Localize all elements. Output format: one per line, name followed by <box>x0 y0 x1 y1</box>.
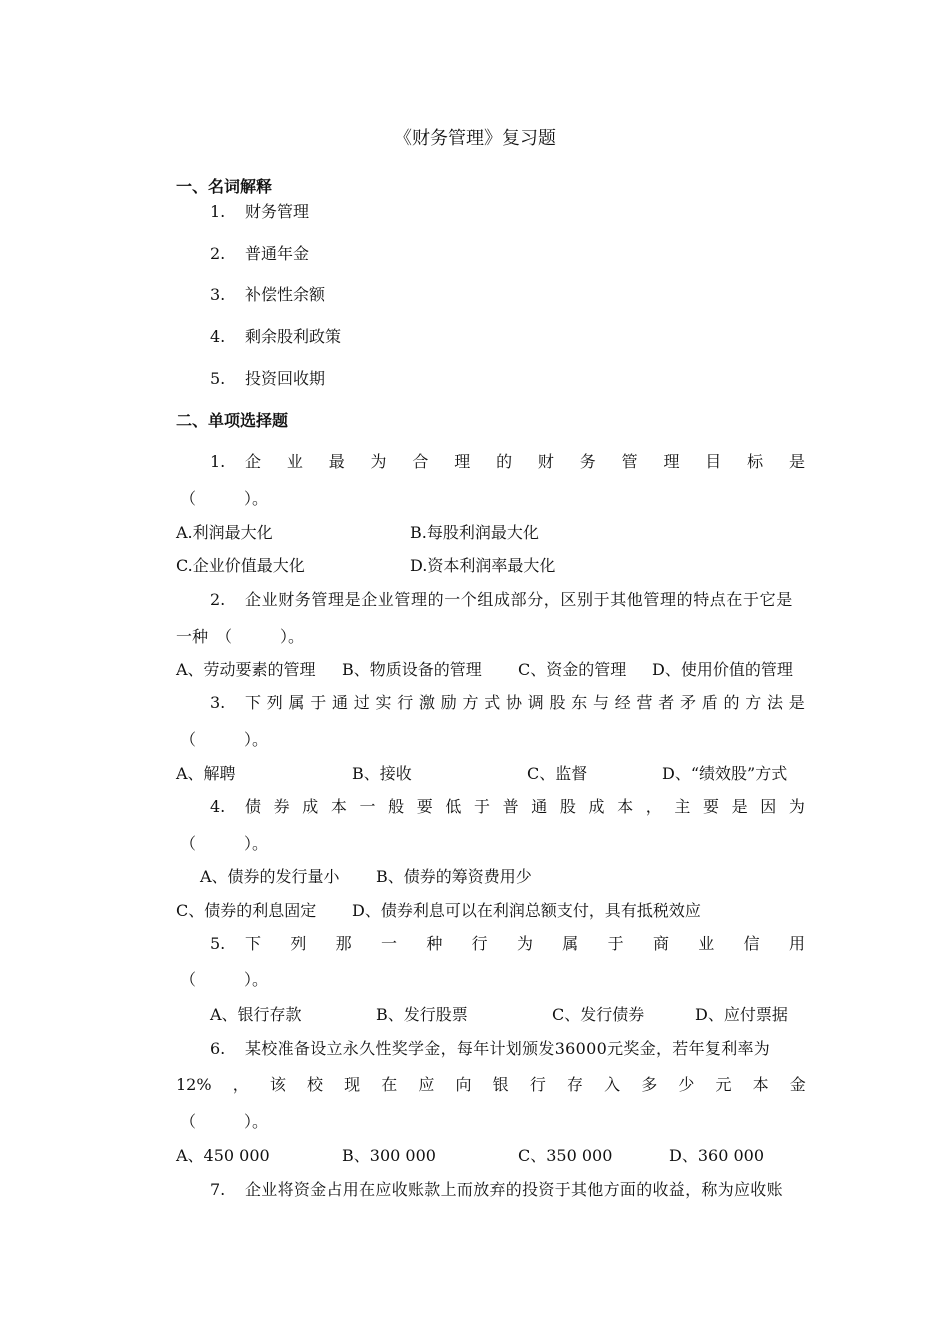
term-number: 5. <box>210 369 226 388</box>
question-char: 行 <box>471 934 488 953</box>
question-char: 业 <box>698 934 715 953</box>
question-char: 成 <box>302 797 319 816</box>
question-char: 入 <box>604 1075 621 1094</box>
question-char: 列 <box>290 934 307 953</box>
question-char: 是 <box>788 693 805 712</box>
question-char: 的 <box>723 693 740 712</box>
question-char: 商 <box>652 934 669 953</box>
question-char: 是 <box>788 452 805 471</box>
question-char: 金 <box>789 1075 806 1094</box>
question-char: 的 <box>496 452 513 471</box>
question-char: 业 <box>286 452 303 471</box>
question-char: 盾 <box>701 693 718 712</box>
question-text <box>245 934 805 954</box>
option-d: D、“绩效股”方式 <box>662 764 788 783</box>
question-char: 券 <box>273 797 290 816</box>
term-number: 1. <box>210 202 226 221</box>
question-text <box>245 797 805 817</box>
option-a: A、劳动要素的管理 <box>176 660 316 679</box>
question-char: 般 <box>388 797 405 816</box>
question-char: 要 <box>416 797 433 816</box>
question-char: 务 <box>579 452 596 471</box>
question-char: 者 <box>658 693 675 712</box>
question-char: 向 <box>455 1075 472 1094</box>
option-d: D、债券利息可以在利润总额支付，具有抵税效应 <box>352 901 701 920</box>
question-char: 属 <box>288 693 305 712</box>
term-text: 补偿性余额 <box>245 285 326 304</box>
option-a: A、银行存款 <box>210 1005 302 1024</box>
question-char: 12% <box>176 1075 212 1094</box>
question-text-line2 <box>176 1075 806 1095</box>
question-char: 管 <box>621 452 638 471</box>
question-char: 成 <box>588 797 605 816</box>
question-char: 通 <box>531 797 548 816</box>
section-heading-terms: 一、名词解释 <box>176 177 273 196</box>
option-a: A、450 000 <box>176 1146 270 1165</box>
question-char: 股 <box>559 797 576 816</box>
question-char: 本 <box>752 1075 769 1094</box>
section-heading-choice: 二、单项选择题 <box>176 411 289 430</box>
question-char: 矛 <box>680 693 697 712</box>
option-a: A.利润最大化 <box>176 523 273 542</box>
question-char: 股 <box>549 693 566 712</box>
question-number: 4. <box>210 797 226 816</box>
term-text: 财务管理 <box>245 202 310 221</box>
question-char: 债 <box>245 797 262 816</box>
question-text: 某校准备设立永久性奖学金，每年计划颁发36000元奖金，若年复利率为 <box>245 1039 771 1058</box>
answer-blank: （ ）。 <box>180 489 269 508</box>
term-text: 普通年金 <box>245 244 310 263</box>
option-b: B、物质设备的管理 <box>342 660 482 679</box>
question-char: 通 <box>332 693 349 712</box>
option-c: C、资金的管理 <box>518 660 627 679</box>
question-char: 是 <box>731 797 748 816</box>
question-char: 下 <box>245 934 262 953</box>
question-number: 5. <box>210 934 226 953</box>
option-d: D、使用价值的管理 <box>652 660 793 679</box>
question-char: 调 <box>527 693 544 712</box>
question-char: 经 <box>614 693 631 712</box>
question-char: 在 <box>381 1075 398 1094</box>
option-a: A、解聘 <box>176 764 236 783</box>
option-d: D、应付票据 <box>695 1005 788 1024</box>
question-char: 该 <box>269 1075 286 1094</box>
question-char: 理 <box>454 452 471 471</box>
question-char: 要 <box>703 797 720 816</box>
question-char: 为 <box>788 797 805 816</box>
question-char: ， <box>645 797 662 816</box>
question-char: 种 <box>426 934 443 953</box>
term-text: 投资回收期 <box>245 369 326 388</box>
page-title: 《财务管理》复习题 <box>394 128 556 149</box>
term-number: 2. <box>210 244 226 263</box>
term-number: 3. <box>210 285 226 304</box>
question-char: 财 <box>537 452 554 471</box>
option-c: C、债券的利息固定 <box>176 901 317 920</box>
question-char: 元 <box>715 1075 732 1094</box>
option-b: B、债券的筹资费用少 <box>376 867 532 886</box>
question-char: 法 <box>767 693 784 712</box>
question-char: 励 <box>440 693 457 712</box>
answer-blank: （ ）。 <box>180 970 269 989</box>
term-number: 4. <box>210 327 226 346</box>
question-text <box>245 452 805 472</box>
answer-blank: （ ）。 <box>180 834 269 853</box>
question-char: 一 <box>359 797 376 816</box>
question-text: 企业将资金占用在应收账款上而放弃的投资于其他方面的收益，称为应收账 <box>245 1180 783 1199</box>
option-c: C、350 000 <box>518 1146 613 1165</box>
question-char: 于 <box>607 934 624 953</box>
question-char: 过 <box>353 693 370 712</box>
question-char: 普 <box>502 797 519 816</box>
question-char: 一 <box>380 934 397 953</box>
question-char: 那 <box>335 934 352 953</box>
question-number: 3. <box>210 693 226 712</box>
question-char: 列 <box>266 693 283 712</box>
question-text: 企业财务管理是企业管理的一个组成部分，区别于其他管理的特点在于它是 <box>245 590 793 609</box>
question-number: 2. <box>210 590 226 609</box>
question-char: 企 <box>245 452 262 471</box>
question-char: 与 <box>593 693 610 712</box>
question-char: 于 <box>474 797 491 816</box>
question-char: 低 <box>445 797 462 816</box>
option-d: D、360 000 <box>669 1146 764 1165</box>
answer-blank: （ ）。 <box>180 1112 269 1131</box>
question-char: 主 <box>674 797 691 816</box>
question-char: 协 <box>506 693 523 712</box>
option-c: C、发行债券 <box>552 1005 645 1024</box>
question-char: 信 <box>743 934 760 953</box>
question-char: 营 <box>636 693 653 712</box>
question-number: 1. <box>210 452 226 471</box>
option-b: B、发行股票 <box>376 1005 468 1024</box>
answer-blank: （ ）。 <box>180 730 269 749</box>
question-char: 下 <box>245 693 262 712</box>
question-char: 为 <box>516 934 533 953</box>
question-char: 本 <box>617 797 634 816</box>
option-c: C.企业价值最大化 <box>176 556 305 575</box>
answer-blank: 一种 （ ）。 <box>176 627 305 646</box>
question-number: 6. <box>210 1039 226 1058</box>
question-text <box>245 693 805 713</box>
option-d: D.资本利润率最大化 <box>410 556 556 575</box>
question-char: 银 <box>492 1075 509 1094</box>
question-char: 标 <box>747 452 764 471</box>
option-a: A、债券的发行量小 <box>200 867 340 886</box>
question-char: 校 <box>306 1075 323 1094</box>
question-char: 因 <box>760 797 777 816</box>
question-char: 合 <box>412 452 429 471</box>
question-char: 用 <box>788 934 805 953</box>
question-char: 为 <box>370 452 387 471</box>
question-number: 7. <box>210 1180 226 1199</box>
question-char: ， <box>232 1075 249 1094</box>
option-b: B、300 000 <box>342 1146 436 1165</box>
question-char: 激 <box>419 693 436 712</box>
question-char: 东 <box>571 693 588 712</box>
question-char: 行 <box>397 693 414 712</box>
option-c: C、监督 <box>527 764 588 783</box>
question-char: 行 <box>529 1075 546 1094</box>
question-char: 理 <box>663 452 680 471</box>
question-char: 存 <box>566 1075 583 1094</box>
question-char: 应 <box>418 1075 435 1094</box>
question-char: 方 <box>462 693 479 712</box>
question-char: 现 <box>344 1075 361 1094</box>
question-char: 本 <box>330 797 347 816</box>
question-char: 目 <box>705 452 722 471</box>
question-char: 式 <box>484 693 501 712</box>
question-char: 多 <box>641 1075 658 1094</box>
question-char: 属 <box>562 934 579 953</box>
option-b: B、接收 <box>352 764 412 783</box>
question-char: 于 <box>310 693 327 712</box>
question-char: 实 <box>375 693 392 712</box>
question-char: 方 <box>745 693 762 712</box>
option-b: B.每股利润最大化 <box>410 523 539 542</box>
term-text: 剩余股利政策 <box>245 327 342 346</box>
question-char: 少 <box>678 1075 695 1094</box>
question-char: 最 <box>328 452 345 471</box>
